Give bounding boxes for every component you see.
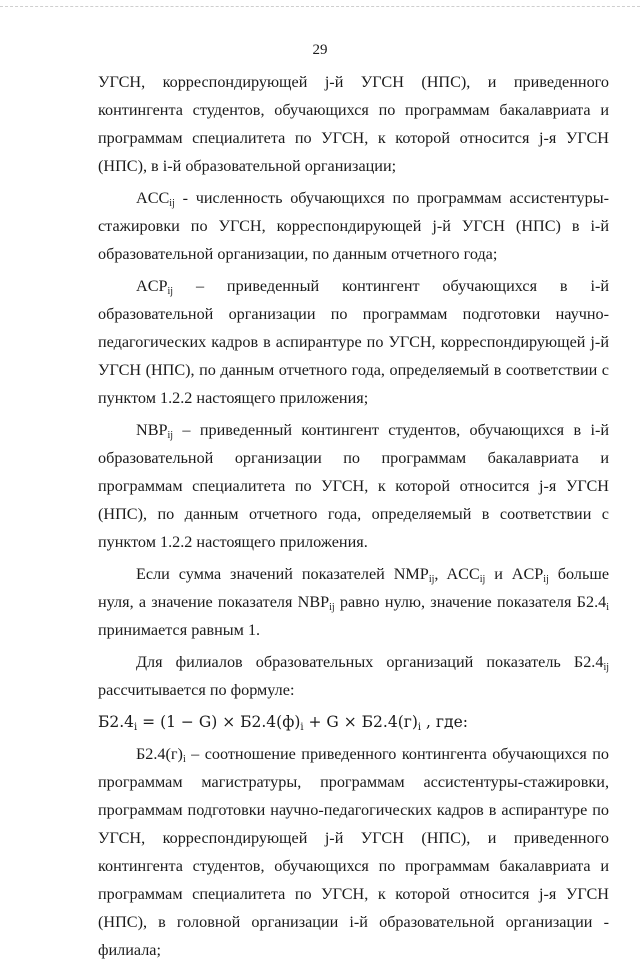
paragraph-acp	[98, 272, 609, 412]
subscript: ij	[167, 286, 174, 297]
paragraph-text: больше нуля, а значение показателя NBP	[98, 565, 610, 611]
paragraph-text: рассчитывается по формуле:	[98, 681, 295, 699]
paragraph-acc	[98, 184, 609, 268]
paragraph-nbp	[98, 416, 609, 556]
subscript: ij	[167, 430, 174, 441]
paragraph-text: – приведенный контингент обучающихся в i-й образовательной организации по программам подготовки научно-педагогических кадров в аспирантуре по УГСН, корреспондирующей j-й УГСН (НПС), по данным отчетного года, определяемый в соответствии с пунктом 1.2.2 настоящего приложения;	[98, 277, 609, 407]
subscript: i	[182, 754, 186, 765]
paragraph-b24g	[98, 740, 609, 964]
subscript: ij	[603, 662, 609, 673]
paragraph-text: Для филиалов образовательных организаций показатель Б2.4	[136, 653, 604, 671]
subscript: i	[134, 722, 138, 733]
paragraph-text: Если сумма значений показателей NMP	[136, 565, 429, 583]
paragraph-text: равно нулю, значение показателя Б2.4	[334, 593, 607, 611]
formula-lhs: Б2.4	[98, 713, 135, 731]
subscript: ij	[543, 574, 549, 585]
paragraph-text: и ACP	[485, 565, 544, 583]
term-acp: ACP	[136, 277, 168, 295]
subscript: ij	[169, 198, 175, 209]
subscript: i	[606, 602, 609, 613]
subscript: i	[417, 722, 422, 733]
scan-top-edge	[0, 6, 640, 7]
term-b24g: Б2.4(г)	[136, 745, 183, 763]
term-acc: ACC	[136, 189, 170, 207]
paragraph-branches	[98, 648, 609, 704]
subscript: ij	[329, 602, 335, 613]
paragraph-text: принимается равным 1.	[98, 621, 261, 639]
formula-part: + G × Б2.4(г)	[303, 713, 418, 731]
document-body	[98, 68, 609, 968]
subscript: ij	[479, 574, 486, 585]
subscript: ij	[428, 574, 435, 585]
subscript: i	[300, 722, 304, 733]
paragraph-text: , ACC	[434, 565, 480, 583]
paragraph-text: – соотношение приведенного контингента обучающихся по программам магистратуры, программам ассистентуры-стажировки, программам подготовки научно-педагогических кадров в аспирантуре по УГСН, корреспондирующей j-й УГСН (НПС), и приведенного контингента студентов, обучающихся по программам бакалавриата и программам специалитета по УГСН, к которой относится j-я УГСН (НПС), в головной организации i-й образовательной организации - филиала;	[98, 745, 609, 959]
paragraph-condition	[98, 560, 609, 644]
paragraph-text: – приведенный контингент студентов, обучающихся в i-й образовательной организации по программам бакалавриата и программам специалитета по УГСН, к которой относится j-я УГСН (НПС), по данным отчетного года, определяемый в соответствии с пунктом 1.2.2 настоящего приложения.	[98, 421, 609, 551]
paragraph-text: - численность обучающихся по программам ассистентуры-стажировки по УГСН, корреспондирующей j-й УГСН (НПС) в i-й образовательной организации, по данным отчетного года;	[98, 189, 609, 263]
paragraph-text: УГСН, корреспондирующей j-й УГСН (НПС), и приведенного контингента студентов, обучающихся по программам бакалавриата и программам специалитета по УГСН, к которой относится j-я УГСН (НПС), в i-й образовательной организации;	[98, 73, 609, 175]
term-nbp: NBP	[136, 421, 168, 439]
formula	[98, 708, 609, 736]
formula-part: = (1 − G) × Б2.4(ф)	[137, 713, 301, 731]
formula-tail: , где:	[421, 713, 468, 731]
paragraph-continuation	[98, 68, 609, 180]
page-number: 29	[312, 42, 328, 58]
